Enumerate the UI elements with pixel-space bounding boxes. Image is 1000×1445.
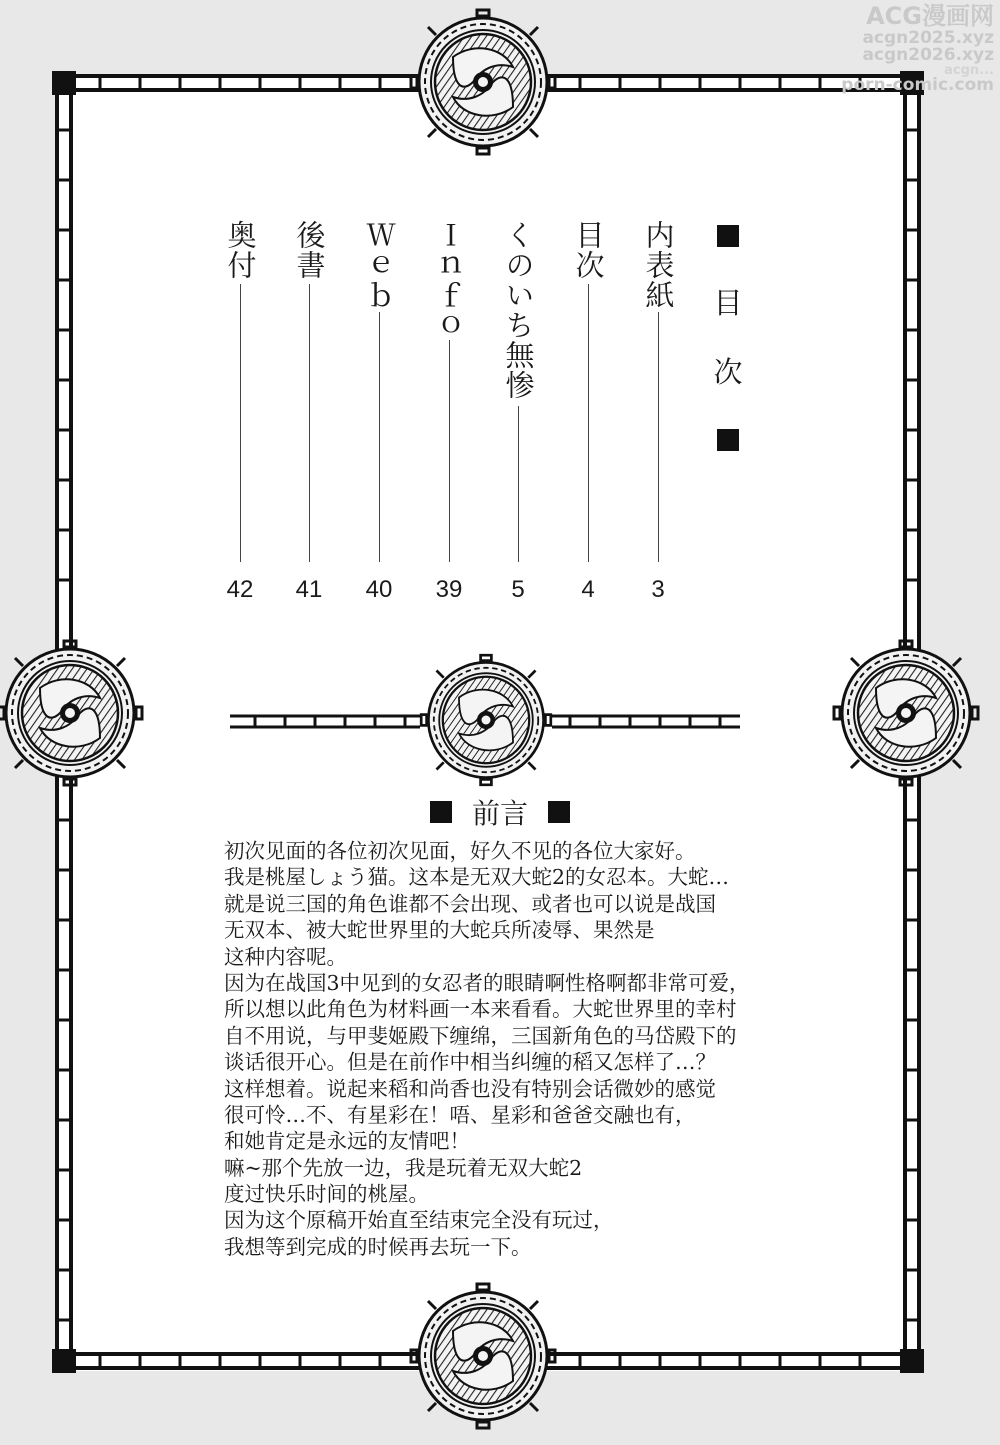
medallion-bottom xyxy=(411,1284,555,1428)
preface-line: 就是说三国的角色谁都不会出现、或者也可以说是战国 xyxy=(224,891,716,916)
preface-line: 自不用说，与甲斐姬殿下缠绵，三国新角色的马岱殿下的 xyxy=(224,1023,737,1048)
preface-line: 度过快乐时间的桃屋。 xyxy=(224,1182,429,1207)
preface-line: 很可怜…不、有星彩在！唔、星彩和爸爸交融也有， xyxy=(224,1102,696,1127)
watermark-url-1: acgn2025.xyz xyxy=(862,28,994,48)
preface-line: 初次见面的各位初次见面，好久不见的各位大家好。 xyxy=(224,839,696,863)
medallion-right xyxy=(834,641,978,785)
toc-heading-char-1: 目 xyxy=(713,286,743,320)
watermark-url-2: acgn2026.xyz xyxy=(862,45,994,65)
toc-item-title: くのいち無惨 xyxy=(501,220,536,400)
toc-item-page: 3 xyxy=(651,576,665,603)
preface-line: 所以想以此角色为材料画一本来看看。大蛇世界里的幸村 xyxy=(224,997,737,1022)
medallion-center xyxy=(421,655,551,785)
toc-item xyxy=(564,220,612,610)
preface-line: 谈话很开心。但是在前作中相当纠缠的稻又怎样了…？ xyxy=(224,1050,716,1075)
watermark-url-3: acgn... xyxy=(944,63,994,78)
toc-leader-line xyxy=(379,312,380,562)
preface-line: 因为在战国3中见到的女忍者的眼睛啊性格啊都非常可爱， xyxy=(224,970,750,995)
preface-line: 嘛~那个先放一边，我是玩着无双大蛇2 xyxy=(224,1155,583,1180)
heading-square-icon xyxy=(430,801,452,823)
heading-square-icon xyxy=(717,429,739,451)
toc-item-page: 5 xyxy=(511,576,525,603)
toc-item-title: Ｉｎｆｏ xyxy=(432,220,467,340)
preface-line: 无双本、被大蛇世界里的大蛇兵所凌辱、果然是 xyxy=(224,918,655,943)
toc-item-page: 40 xyxy=(365,576,393,603)
heading-square-icon xyxy=(548,801,570,823)
toc-item-title: 内表紙 xyxy=(641,220,676,310)
toc-item xyxy=(425,220,473,610)
watermark-url-4: porn-comic.com xyxy=(841,75,994,95)
toc-item xyxy=(634,220,682,610)
toc-item xyxy=(216,220,264,610)
toc-item-title: 奥付 xyxy=(223,220,258,280)
preface-line: 我想等到完成的时候再去玩一下。 xyxy=(224,1234,532,1259)
toc-item-page: 42 xyxy=(226,576,254,603)
watermark-brand: ACG漫画网 xyxy=(866,2,994,30)
toc-item-title: Ｗｅｂ xyxy=(362,220,397,310)
toc-item xyxy=(494,220,542,610)
toc-heading xyxy=(708,225,748,451)
preface-heading xyxy=(0,792,1000,832)
preface-line: 这种内容呢。 xyxy=(224,944,347,969)
preface-body xyxy=(224,838,824,1260)
toc-item-page: 4 xyxy=(581,576,595,603)
preface-line: 我是桃屋しょう猫。这本是无双大蛇2的女忍本。大蛇… xyxy=(224,865,730,890)
toc-leader-line xyxy=(240,284,241,562)
preface-line: 和她肯定是永远的友情吧！ xyxy=(224,1129,470,1154)
toc-leader-line xyxy=(309,284,310,562)
preface-line: 这样想着。说起来稻和尚香也没有特别会话微妙的感觉 xyxy=(224,1076,716,1101)
toc-item xyxy=(355,220,403,610)
toc-item-title: 目次 xyxy=(571,220,606,280)
medallion-left xyxy=(0,641,142,785)
medallion-top xyxy=(411,10,555,154)
toc-item-page: 39 xyxy=(435,576,463,603)
toc-leader-line xyxy=(518,406,519,562)
toc-item xyxy=(285,220,333,610)
preface-line: 因为这个原稿开始直至结束完全没有玩过， xyxy=(224,1208,614,1233)
toc-heading-char-2: 次 xyxy=(713,355,743,389)
toc-leader-line xyxy=(449,340,450,562)
toc-item-page: 41 xyxy=(295,576,323,603)
toc-leader-line xyxy=(588,284,589,562)
toc-leader-line xyxy=(658,312,659,562)
heading-square-icon xyxy=(717,225,739,247)
watermark xyxy=(841,4,994,94)
toc-item-title: 後書 xyxy=(292,220,327,280)
preface-title: 前言 xyxy=(471,797,528,830)
